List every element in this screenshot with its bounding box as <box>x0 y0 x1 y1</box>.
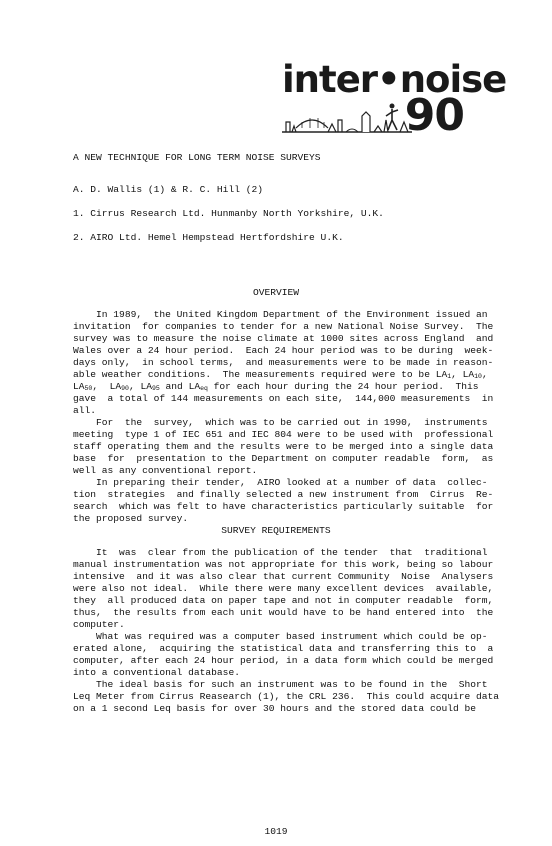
body-line: were also not ideal. While there were many excellent devices available, <box>73 583 494 594</box>
body-line: LA50, LA90, LA95 and LAeq for each hour during the 24 hour period. This <box>73 381 479 392</box>
affiliation-1: 1. Cirrus Research Ltd. Hunmanby North Yorkshire, U.K. <box>73 208 384 219</box>
body-line: search which was felt to have characteristics particularly suitable for <box>73 501 494 512</box>
body-line: well as any conventional report. <box>73 465 258 476</box>
logo-text-90: 90 <box>404 90 464 141</box>
body-line: all. <box>73 405 97 416</box>
body-line: the proposed survey. <box>73 513 189 524</box>
body-line: tion strategies and finally selected a new instrument from Cirrus Re- <box>73 489 494 500</box>
paper-title: A NEW TECHNIQUE FOR LONG TERM NOISE SURVEYS <box>73 152 321 163</box>
body-line: What was required was a computer based instrument which could be op- <box>73 631 488 642</box>
affiliation-2: 2. AIRO Ltd. Hemel Hempstead Hertfordshire U.K. <box>73 232 344 243</box>
body-line: invitation for companies to tender for a new National Noise Survey. The <box>73 321 494 332</box>
body-line: It was clear from the publication of the tender that traditional <box>73 547 488 558</box>
skyline-illustration-icon <box>282 98 412 138</box>
body-line: into a conventional database. <box>73 667 240 678</box>
body-line: Leq Meter from Cirrus Reasearch (1), the CRL 236. This could acquire data <box>73 691 500 702</box>
body-line: In preparing their tender, AIRO looked at a number of data collec- <box>73 477 488 488</box>
body-line: meeting type 1 of IEC 651 and IEC 804 were to be used with professional <box>73 429 494 440</box>
body-line: erated alone, acquiring the statistical data and transferring this to a <box>73 643 494 654</box>
body-line: on a 1 second Leq basis for over 30 hours and the stored data could be <box>73 703 477 714</box>
body-line: Wales over a 24 hour period. Each 24 hour period was to be during week- <box>73 345 494 356</box>
body-line: computer. <box>73 619 125 630</box>
body-line: able weather conditions. The measurements required were to be LA1, LA10, <box>73 369 488 380</box>
body-line: thus, the results from each unit would have to be hand entered into the <box>73 607 494 618</box>
body-line: they all produced data on paper tape and not in computer readable form, <box>73 595 494 606</box>
body-line: manual instrumentation was not appropriate for this work, being so labour <box>73 559 494 570</box>
paper-authors: A. D. Wallis (1) & R. C. Hill (2) <box>73 184 263 195</box>
body-line: intensive and it was also clear that current Community Noise Analysers <box>73 571 494 582</box>
page-number: 1019 <box>264 826 288 837</box>
section-heading-survey-requirements: SURVEY REQUIREMENTS <box>221 525 331 536</box>
body-line: staff operating them and the results were to be merged into a single data <box>73 441 494 452</box>
body-line: gave a total of 144 measurements on each site, 144,000 measurements in <box>73 393 494 404</box>
logo-text-inter-noise: inter•noise <box>282 58 507 101</box>
section-heading-overview: OVERVIEW <box>252 287 300 298</box>
body-line: days only, in school terms, and measurements were to be made in reason- <box>73 357 494 368</box>
body-line: computer, after each 24 hour period, in a data form which could be merged <box>73 655 494 666</box>
body-line: survey was to measure the noise climate at 1000 sites across England and <box>73 333 494 344</box>
body-line: For the survey, which was to be carried out in 1990, instruments <box>73 417 488 428</box>
inter-noise-90-logo <box>282 58 507 141</box>
body-line: base for presentation to the Department on computer readable form, as <box>73 453 494 464</box>
body-line: The ideal basis for such an instrument was to be found in the Short <box>73 679 488 690</box>
body-line: In 1989, the United Kingdom Department of the Environment issued an <box>73 309 488 320</box>
